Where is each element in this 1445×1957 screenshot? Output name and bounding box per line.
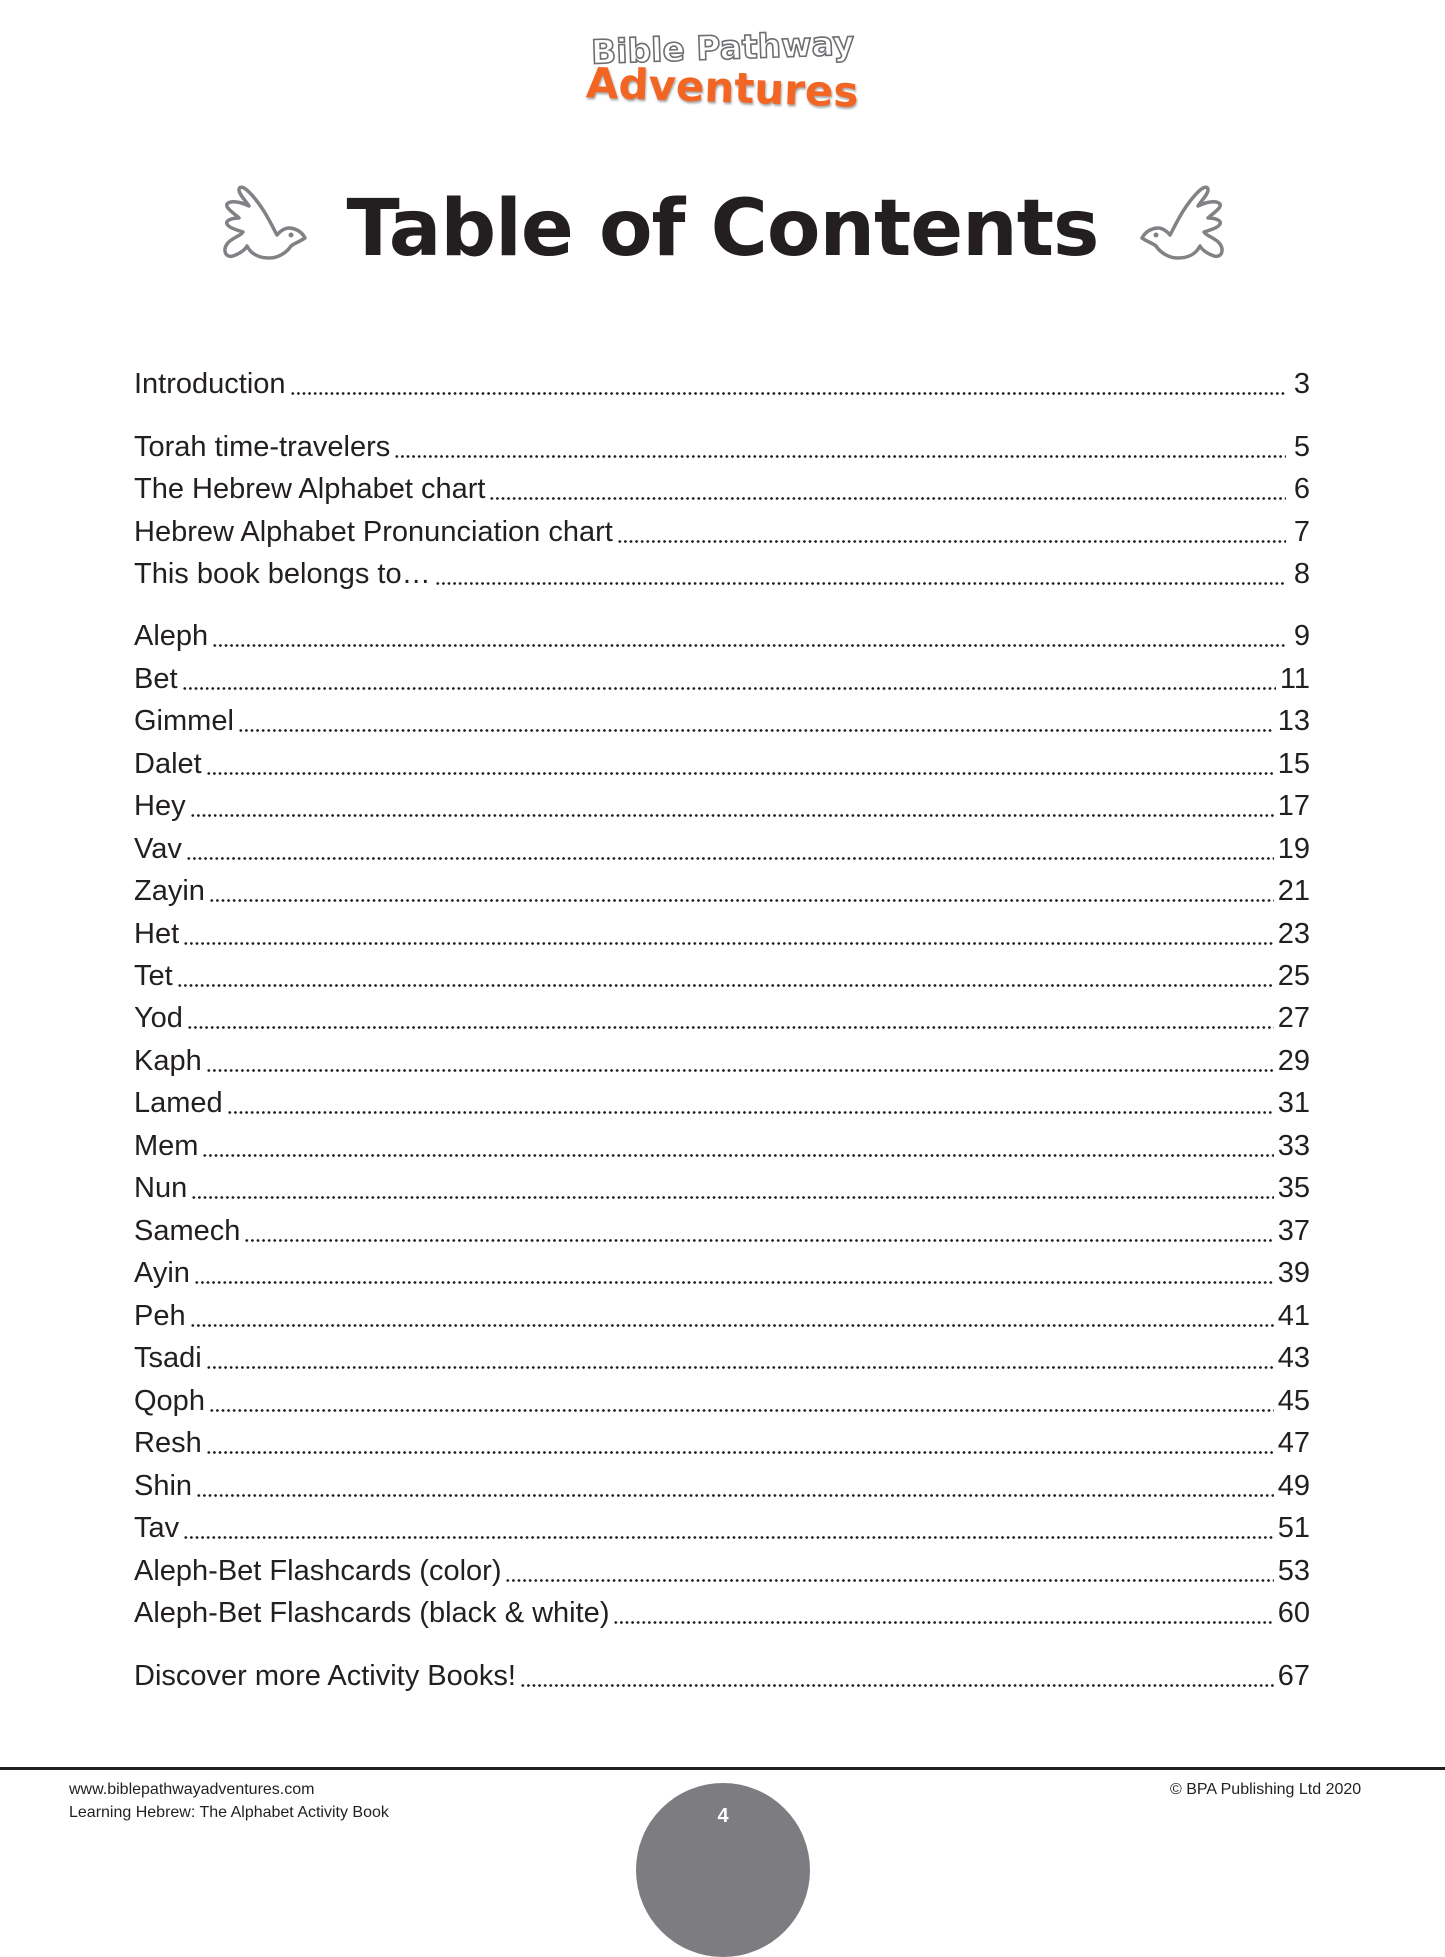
- toc-entry-page: 21: [1277, 875, 1310, 907]
- dot-leader: [613, 1595, 1275, 1631]
- toc-entry-page: 9: [1293, 620, 1310, 652]
- toc-entry-label: Lamed: [134, 1087, 223, 1119]
- toc-entry-page: 11: [1279, 663, 1310, 695]
- toc-entry-page: 5: [1293, 431, 1310, 463]
- toc-entry[interactable]: [134, 912, 1310, 952]
- toc-entry-page: 67: [1277, 1660, 1310, 1692]
- toc-entry-page: 33: [1277, 1130, 1310, 1162]
- toc-entry-label: Peh: [134, 1300, 186, 1332]
- toc-entry[interactable]: [134, 1464, 1310, 1504]
- toc-entry-page: 51: [1277, 1512, 1310, 1544]
- toc-entry[interactable]: [134, 467, 1310, 507]
- toc-entry[interactable]: [134, 784, 1310, 824]
- dot-leader: [177, 958, 1276, 994]
- toc-entry[interactable]: [134, 1591, 1310, 1631]
- toc-entry-label: Hebrew Alphabet Pronunciation chart: [134, 516, 613, 548]
- toc-entry[interactable]: [134, 699, 1310, 739]
- brand-logo: [0, 23, 1445, 117]
- toc-entry[interactable]: [134, 1379, 1310, 1419]
- toc-entry[interactable]: [134, 1039, 1310, 1079]
- toc-entry-label: Bet: [134, 663, 178, 695]
- dot-leader: [489, 471, 1288, 507]
- toc-entry[interactable]: [134, 552, 1310, 592]
- toc-entry-page: 27: [1277, 1002, 1310, 1034]
- toc-entry-label: Zayin: [134, 875, 205, 907]
- toc-entry-page: 47: [1277, 1427, 1310, 1459]
- dot-leader: [505, 1553, 1275, 1589]
- dot-leader: [202, 1128, 1275, 1164]
- dot-leader: [187, 1000, 1276, 1036]
- toc-entry[interactable]: [134, 1654, 1310, 1694]
- dot-leader: [182, 661, 1278, 697]
- toc-entry[interactable]: [134, 827, 1310, 867]
- toc-entry-label: Introduction: [134, 368, 286, 400]
- dot-leader: [183, 916, 1276, 952]
- toc-entry-label: Tav: [134, 1512, 180, 1544]
- dot-leader: [617, 514, 1288, 550]
- toc-entry-label: Gimmel: [134, 705, 234, 737]
- toc-entry-label: Het: [134, 918, 180, 950]
- dot-leader: [183, 1510, 1276, 1546]
- dot-leader: [190, 788, 1276, 824]
- toc-entry-page: 60: [1277, 1597, 1310, 1629]
- toc-entry-page: 25: [1277, 960, 1310, 992]
- toc-entry-page: 15: [1277, 748, 1310, 780]
- dot-leader: [186, 831, 1276, 867]
- toc-entry[interactable]: [134, 614, 1310, 654]
- dot-leader: [206, 1043, 1276, 1079]
- footer-copyright: © BPA Publishing Ltd 2020: [1170, 1781, 1362, 1798]
- toc-entry-label: Samech: [134, 1215, 241, 1247]
- toc-entry-page: 45: [1277, 1385, 1310, 1417]
- toc-entry-page: 13: [1277, 705, 1310, 737]
- toc-entry[interactable]: [134, 996, 1310, 1036]
- toc-entry-label: Hey: [134, 790, 186, 822]
- toc-entry[interactable]: [134, 1209, 1310, 1249]
- toc-entry-label: Yod: [134, 1002, 183, 1034]
- toc-entry[interactable]: [134, 1336, 1310, 1376]
- toc-entry[interactable]: [134, 1124, 1310, 1164]
- toc-entry-label: Mem: [134, 1130, 199, 1162]
- toc-entry-label: Qoph: [134, 1385, 205, 1417]
- toc-entry[interactable]: [134, 869, 1310, 909]
- dot-leader: [238, 703, 1276, 739]
- toc-entry-page: 3: [1293, 368, 1310, 400]
- toc-entry-label: Ayin: [134, 1257, 190, 1289]
- dot-leader: [209, 873, 1276, 909]
- toc-entry-label: Aleph-Bet Flashcards (black & white): [134, 1597, 610, 1629]
- toc-entry-label: Discover more Activity Books!: [134, 1660, 516, 1692]
- dot-leader: [206, 1425, 1276, 1461]
- toc-entry-page: 53: [1277, 1555, 1310, 1587]
- page-number-badge: [636, 1783, 810, 1957]
- toc-entry-page: 31: [1277, 1087, 1310, 1119]
- dot-leader: [191, 1170, 1276, 1206]
- dot-leader: [209, 1383, 1276, 1419]
- toc-entry[interactable]: [134, 1166, 1310, 1206]
- toc-entry[interactable]: [134, 425, 1310, 465]
- dot-leader: [206, 1340, 1276, 1376]
- toc-entry-label: Aleph: [134, 620, 209, 652]
- dot-leader: [196, 1468, 1276, 1504]
- dot-leader: [190, 1298, 1276, 1334]
- toc-entry-label: The Hebrew Alphabet chart: [134, 473, 486, 505]
- toc-entry[interactable]: [134, 1549, 1310, 1589]
- toc-entry-page: 19: [1277, 833, 1310, 865]
- toc-entry-label: Dalet: [134, 748, 202, 780]
- logo-line-2: Adventures: [585, 58, 860, 117]
- toc-entry-label: Torah time-travelers: [134, 431, 391, 463]
- footer-divider: [0, 1767, 1445, 1770]
- toc-entry-label: This book belongs to…: [134, 558, 431, 590]
- toc-entry-label: Vav: [134, 833, 182, 865]
- dot-leader: [227, 1085, 1276, 1121]
- toc-entry-page: 23: [1277, 918, 1310, 950]
- toc-entry[interactable]: [134, 742, 1310, 782]
- toc-entry-page: 41: [1277, 1300, 1310, 1332]
- toc-entry-label: Tet: [134, 960, 173, 992]
- dot-leader: [520, 1658, 1276, 1694]
- toc-entry-page: 17: [1277, 790, 1310, 822]
- toc-entry-page: 35: [1277, 1172, 1310, 1204]
- toc-entry[interactable]: [134, 1294, 1310, 1334]
- toc-entry-label: Aleph-Bet Flashcards (color): [134, 1555, 502, 1587]
- dot-leader: [394, 429, 1288, 465]
- toc-entry[interactable]: [134, 657, 1310, 697]
- title-row: [0, 170, 1445, 300]
- dot-leader: [435, 556, 1288, 592]
- dot-leader: [290, 366, 1288, 402]
- dot-leader: [244, 1213, 1275, 1249]
- toc-entry[interactable]: [134, 510, 1310, 550]
- dot-leader: [194, 1255, 1276, 1291]
- dot-leader: [212, 618, 1288, 654]
- toc-entry-page: 39: [1277, 1257, 1310, 1289]
- toc-entry[interactable]: [134, 1506, 1310, 1546]
- toc-entry-page: 43: [1277, 1342, 1310, 1374]
- toc-entry-label: Tsadi: [134, 1342, 202, 1374]
- toc-entry[interactable]: [134, 362, 1310, 402]
- toc-entry-page: 29: [1277, 1045, 1310, 1077]
- page-number: 4: [717, 1805, 729, 1827]
- toc-entry-label: Shin: [134, 1470, 193, 1502]
- toc-entry[interactable]: [134, 954, 1310, 994]
- toc-entry[interactable]: [134, 1421, 1310, 1461]
- footer-left: [69, 1778, 389, 1824]
- toc-entry-page: 37: [1277, 1215, 1310, 1247]
- toc-entry-page: 49: [1277, 1470, 1310, 1502]
- toc-entry-label: Resh: [134, 1427, 202, 1459]
- footer-website[interactable]: www.biblepathwayadventures.com: [69, 1781, 315, 1798]
- logo-line-1: Bible Pathway: [590, 23, 855, 72]
- toc-entry[interactable]: [134, 1081, 1310, 1121]
- toc-entry-label: Kaph: [134, 1045, 202, 1077]
- toc-entry-page: 6: [1293, 473, 1310, 505]
- toc-entry-page: 8: [1293, 558, 1310, 590]
- toc-entry-label: Nun: [134, 1172, 188, 1204]
- toc-entry-page: 7: [1293, 516, 1310, 548]
- page-title: Table of Contents: [346, 184, 1099, 274]
- footer-book-title: Learning Hebrew: The Alphabet Activity Book: [69, 1804, 389, 1821]
- toc-entry[interactable]: [134, 1251, 1310, 1291]
- dove-icon: [1122, 178, 1242, 278]
- dot-leader: [206, 746, 1276, 782]
